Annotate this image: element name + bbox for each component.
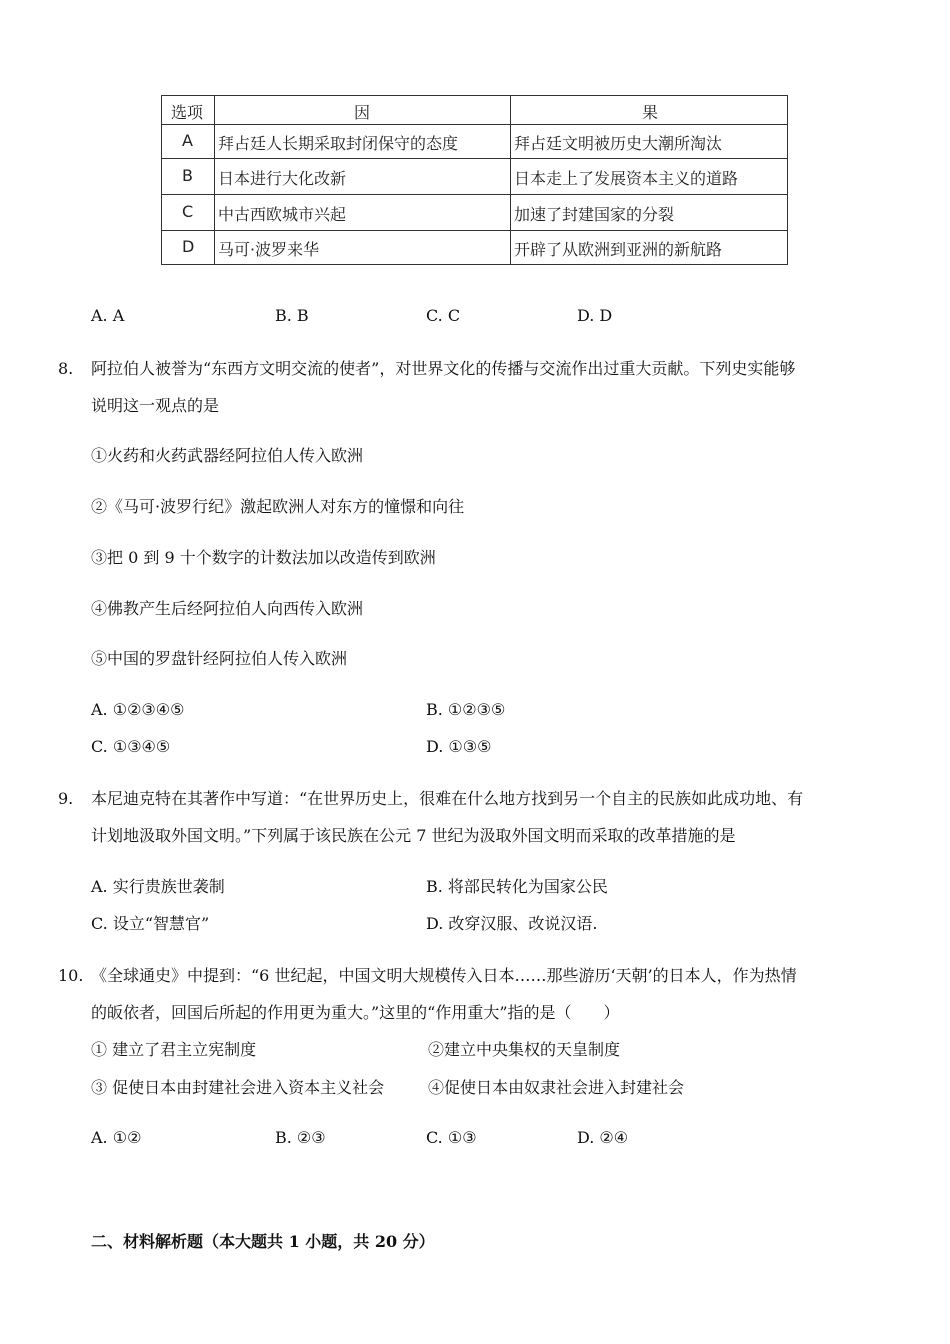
table-cell-cause: 拜占廷人长期采取封闭保守的态度 — [218, 134, 459, 153]
q9-option-c[interactable]: C. 设立“智慧官” — [91, 914, 210, 933]
q8-number: 8. — [58, 359, 74, 378]
q8-stem-line1: 阿拉伯人被誉为“东西方文明交流的使者”，对世界文化的传播与交流作出过重大贡献。下列史实能够 — [91, 359, 796, 378]
table-cell-cause: 马可·波罗来华 — [218, 240, 320, 259]
table-cell-effect: 拜占廷文明被历史大潮所淘汰 — [514, 134, 723, 153]
q8-item-5: ⑤中国的罗盘针经阿拉伯人传入欧洲 — [91, 649, 348, 668]
q10-stem-line2: 的皈依者，回国后所起的作用更为重大。”这里的“作用重大”指的是（ ） — [91, 1003, 620, 1022]
table-cell-cause: 日本进行大化改新 — [218, 169, 347, 188]
table-cell-effect: 开辟了从欧洲到亚洲的新航路 — [514, 240, 723, 259]
q9-option-b[interactable]: B. 将部民转化为国家公民 — [426, 877, 608, 896]
table-header-option: 选项 — [171, 103, 204, 122]
q10-option-d[interactable]: D. ②④ — [577, 1128, 629, 1147]
table-row — [162, 158, 787, 194]
q10-option-b[interactable]: B. ②③ — [275, 1128, 326, 1147]
q9-option-a[interactable]: A. 实行贵族世袭制 — [91, 877, 225, 896]
q10-item-2: ②建立中央集权的天皇制度 — [428, 1040, 621, 1059]
table-row — [162, 230, 787, 264]
q10-option-a[interactable]: A. ①② — [91, 1128, 142, 1147]
q10-item-1: ① 建立了君主立宪制度 — [91, 1040, 257, 1059]
q8-stem-line2: 说明这一观点的是 — [91, 396, 220, 415]
q10-item-4: ④促使日本由奴隶社会进入封建社会 — [428, 1078, 685, 1097]
q8-item-4: ④佛教产生后经阿拉伯人向西传入欧洲 — [91, 599, 364, 618]
table-cell-effect: 日本走上了发展资本主义的道路 — [514, 169, 739, 188]
table-row — [162, 124, 787, 158]
q8-option-d[interactable]: D. ①③⑤ — [426, 737, 492, 756]
table-header-cause: 因 — [354, 103, 371, 122]
q10-item-3: ③ 促使日本由封建社会进入资本主义社会 — [91, 1078, 385, 1097]
q9-option-d[interactable]: D. 改穿汉服、改说汉语. — [426, 914, 598, 933]
q8-item-3: ③把 0 到 9 十个数字的计数法加以改造传到欧洲 — [91, 548, 436, 567]
q9-number: 9. — [58, 789, 74, 808]
q8-item-2: ②《马可·波罗行纪》激起欧洲人对东方的憧憬和向往 — [91, 497, 465, 516]
table-cell-option: D — [182, 237, 195, 256]
q10-stem-line1: 《全球通史》中提到：“6 世纪起，中国文明大规模传入日本……那些游历‘天朝’的日本人，作为热情 — [91, 966, 797, 985]
table-header-row — [162, 96, 787, 124]
q10-number: 10. — [58, 966, 84, 985]
q8-option-b[interactable]: B. ①②③⑤ — [426, 700, 506, 719]
table-cell-option: B — [182, 166, 193, 185]
q7-option-a[interactable]: A. A — [91, 306, 125, 325]
q7-option-c[interactable]: C. C — [426, 306, 461, 325]
table-row — [162, 194, 787, 230]
table-header-effect: 果 — [642, 103, 659, 122]
q9-stem-line2: 计划地汲取外国文明。”下列属于该民族在公元 7 世纪为汲取外国文明而采取的改革措施的是 — [91, 826, 736, 845]
cause-effect-table — [161, 95, 788, 265]
q10-option-c[interactable]: C. ①③ — [426, 1128, 477, 1147]
table-cell-effect: 加速了封建国家的分裂 — [514, 205, 675, 224]
q8-item-1: ①火药和火药武器经阿拉伯人传入欧洲 — [91, 446, 364, 465]
q7-option-b[interactable]: B. B — [275, 306, 309, 325]
q8-option-a[interactable]: A. ①②③④⑤ — [91, 700, 185, 719]
table-cell-cause: 中古西欧城市兴起 — [218, 205, 347, 224]
q8-option-c[interactable]: C. ①③④⑤ — [91, 737, 171, 756]
table-cell-option: C — [182, 202, 194, 221]
section-heading: 二、材料解析题（本大题共 1 小题，共 20 分） — [91, 1232, 435, 1251]
q7-option-d[interactable]: D. D — [577, 306, 613, 325]
q9-stem-line1: 本尼迪克特在其著作中写道：“在世界历史上，很难在什么地方找到另一个自主的民族如此成功地、有 — [91, 789, 804, 808]
table-cell-option: A — [182, 131, 193, 150]
